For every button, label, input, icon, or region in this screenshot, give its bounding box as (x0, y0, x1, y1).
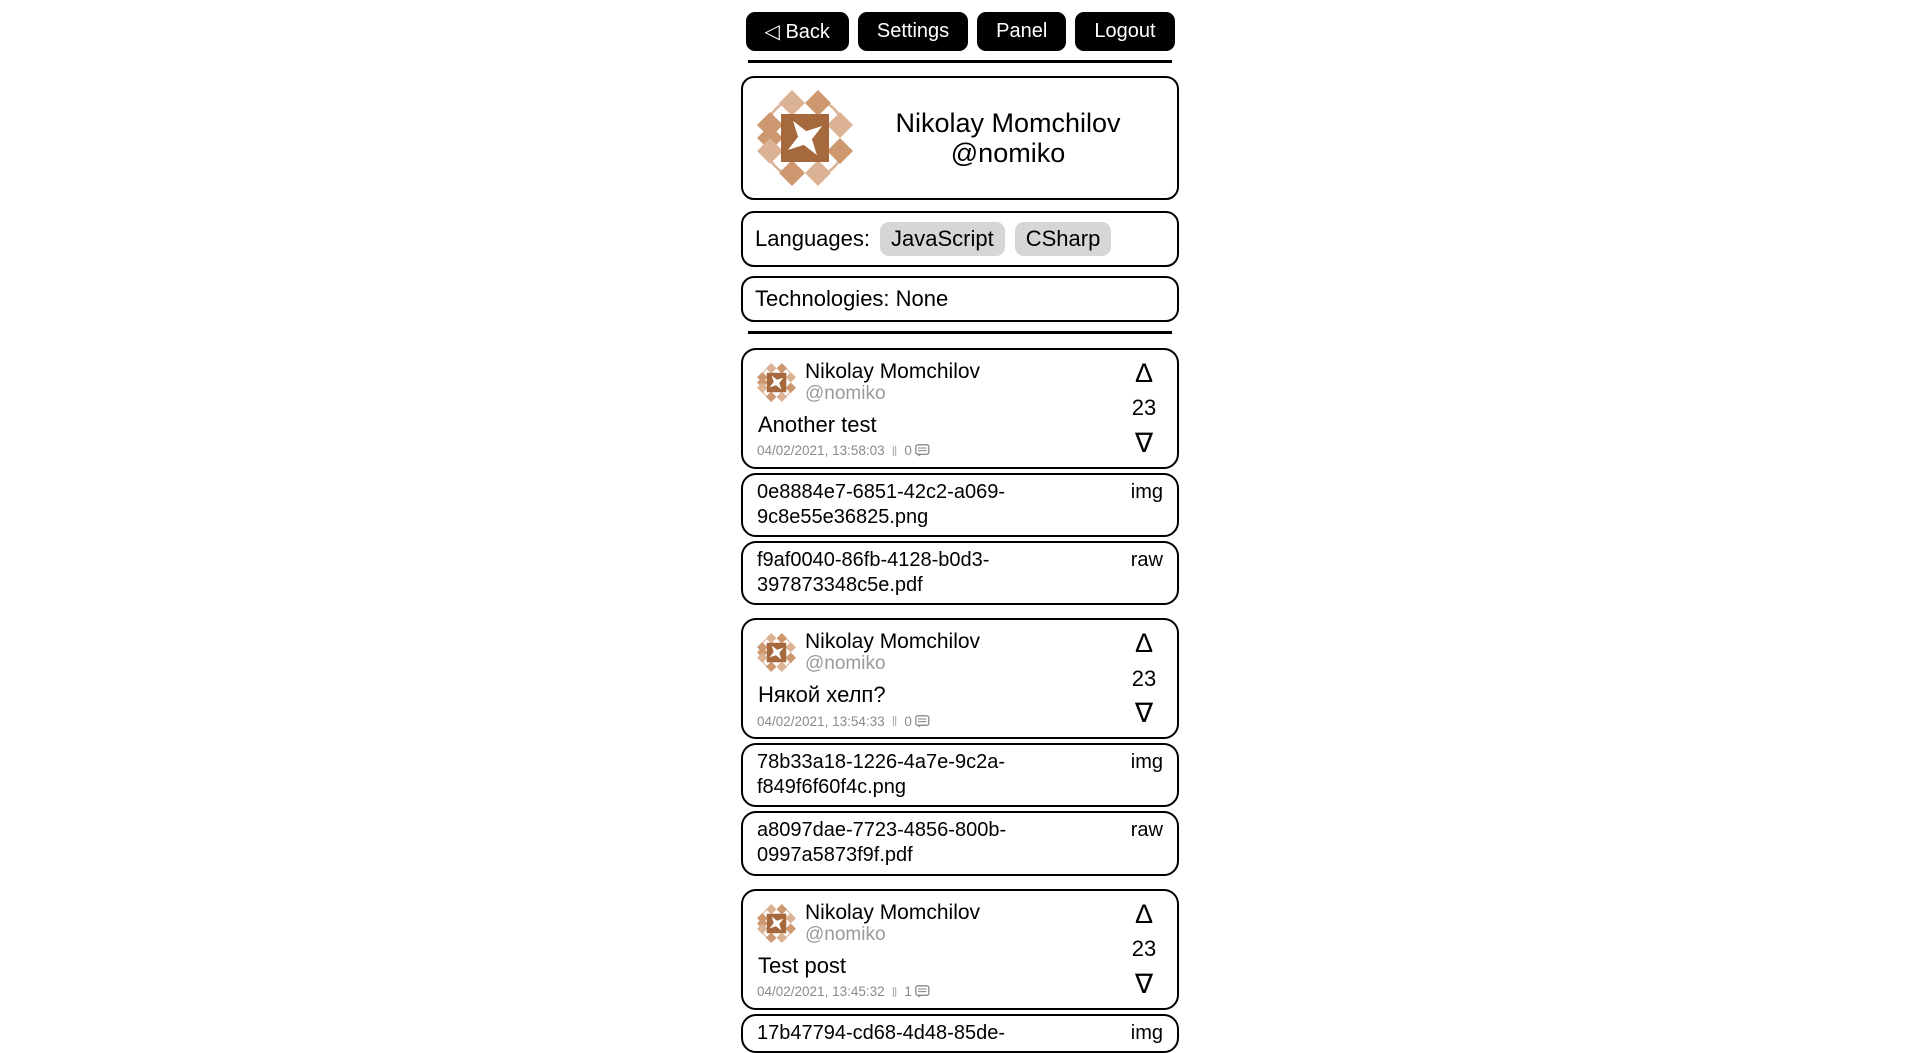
language-tag-javascript: JavaScript (880, 222, 1005, 256)
upvote-button[interactable]: Δ (1134, 358, 1154, 388)
profile-handle: @nomiko (950, 137, 1066, 168)
profile-page (734, 0, 1186, 1053)
post-meta (757, 713, 1117, 729)
post-author-avatar (757, 904, 796, 943)
profile-avatar (757, 90, 853, 186)
language-tag-csharp: CSharp (1015, 222, 1112, 256)
vote-count: 23 (1131, 395, 1157, 421)
post-author-handle: @nomiko (805, 923, 886, 945)
post-title: Another test (758, 411, 877, 437)
comment-count-value: 1 (904, 984, 912, 1000)
post-header (757, 901, 1117, 946)
post-meta (757, 443, 1117, 459)
profile-card (741, 76, 1179, 200)
attachment-filename: a8097dae-7723-4856-800b-0997a5873f9f.pdf (757, 819, 1007, 867)
comment-icon (915, 715, 930, 728)
vote-count: 23 (1131, 665, 1157, 691)
vote-column (1127, 630, 1161, 727)
attachment-item[interactable] (741, 811, 1179, 875)
post-author-name: Nikolay Momchilov (805, 630, 981, 654)
post-author-block (805, 360, 980, 405)
post-header (757, 630, 1117, 675)
vote-column (1127, 898, 1161, 999)
comment-count-value: 0 (904, 443, 912, 459)
divider-posts (748, 331, 1172, 334)
post-author-block (805, 901, 980, 946)
downvote-button[interactable]: ∇ (1134, 427, 1154, 458)
post-group (741, 618, 1179, 875)
post-card[interactable] (741, 618, 1179, 739)
post-title: Test post (758, 952, 847, 978)
comment-count (904, 984, 930, 999)
post-author-avatar (757, 633, 796, 672)
attachment-item[interactable] (741, 541, 1179, 605)
attachment-type: raw (1130, 819, 1163, 842)
upvote-button[interactable]: Δ (1134, 898, 1154, 929)
upvote-button[interactable]: Δ (1134, 628, 1154, 659)
comment-count-value: 0 (904, 713, 912, 729)
profile-names (853, 109, 1163, 167)
attachment-filename: f9af0040-86fb-4128-b0d3-397873348c5e.pdf (757, 549, 990, 596)
profile-name: Nikolay Momchilov (895, 108, 1121, 139)
post-header (757, 360, 1117, 405)
divider-top (748, 60, 1172, 63)
panel-button[interactable]: Panel (977, 12, 1066, 51)
post-author-avatar (757, 363, 796, 402)
post-author-handle: @nomiko (805, 383, 886, 405)
attachment-item[interactable] (741, 1014, 1179, 1053)
post-author-block (805, 630, 980, 675)
attachment-type: img (1130, 1021, 1163, 1044)
technologies-card (741, 276, 1179, 322)
attachment-type: raw (1130, 549, 1163, 572)
attachment-filename: 78b33a18-1226-4a7e-9c2a-f849f6f60f4c.png (757, 751, 1005, 798)
post-timestamp: 04/02/2021, 13:58:03 (757, 443, 885, 459)
post-author-handle: @nomiko (805, 653, 886, 675)
downvote-button[interactable]: ∇ (1134, 968, 1154, 999)
attachment-item[interactable] (741, 473, 1179, 537)
meta-separator: ‖ (891, 442, 898, 459)
vote-column (1127, 360, 1161, 457)
top-nav (734, 12, 1186, 51)
post-title: Някой хелп? (758, 682, 886, 708)
post-author-name: Nikolay Momchilov (805, 360, 981, 383)
comment-icon (915, 985, 930, 998)
post-timestamp: 04/02/2021, 13:45:32 (757, 984, 885, 1000)
back-button[interactable]: ◁ Back (746, 12, 849, 51)
downvote-button[interactable]: ∇ (1134, 698, 1154, 729)
settings-button[interactable]: Settings (858, 12, 968, 51)
meta-separator: ‖ (891, 983, 898, 1000)
comment-count (904, 443, 930, 458)
attachment-item[interactable] (741, 743, 1179, 807)
post-group (741, 889, 1179, 1053)
post-timestamp: 04/02/2021, 13:54:33 (757, 713, 885, 729)
comment-icon (915, 444, 930, 457)
languages-card (741, 211, 1179, 267)
post-author-name: Nikolay Momchilov (805, 900, 981, 924)
vote-count: 23 (1131, 936, 1157, 962)
logout-button[interactable]: Logout (1075, 12, 1174, 51)
languages-label: Languages: (755, 226, 870, 251)
attachment-filename: 0e8884e7-6851-42c2-a069-9c8e55e36825.png (757, 480, 1005, 528)
comment-count (904, 714, 930, 729)
post-card[interactable] (741, 889, 1179, 1010)
post-meta (757, 984, 1117, 1000)
post-group (741, 348, 1179, 605)
technologies-label: Technologies: None (755, 286, 949, 311)
post-card[interactable] (741, 348, 1179, 469)
attachment-type: img (1130, 480, 1163, 503)
attachment-filename: 17b47794-cd68-4d48-85de- (757, 1021, 1005, 1044)
attachment-type: img (1130, 751, 1163, 774)
meta-separator: ‖ (891, 713, 898, 730)
